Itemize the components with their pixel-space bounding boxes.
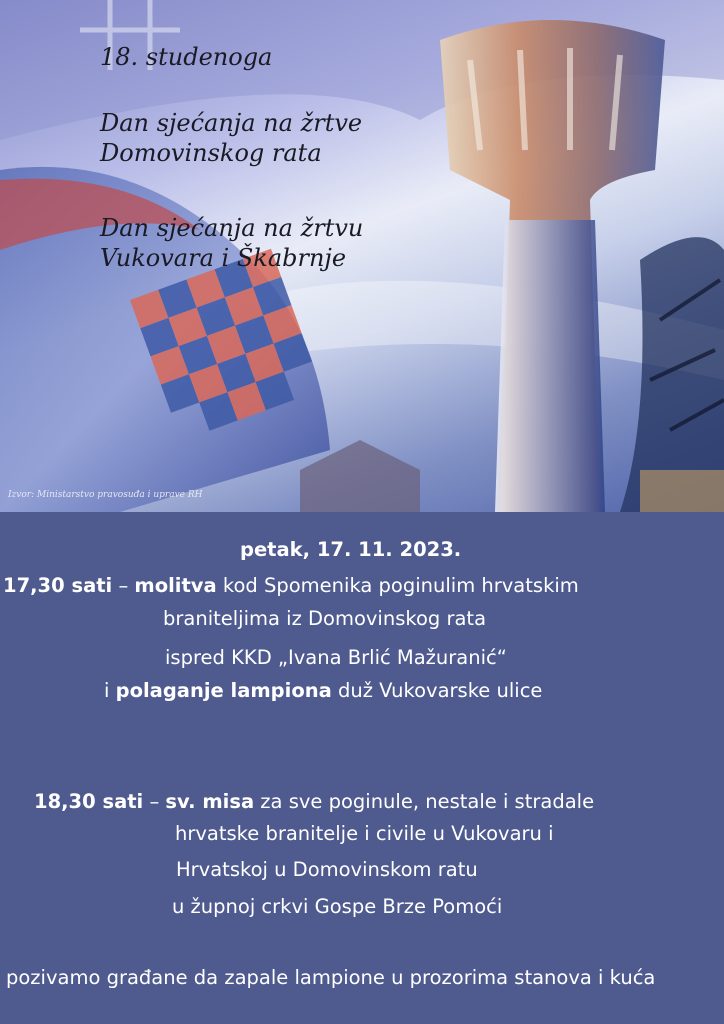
event-2-time: 18,30 sati	[34, 790, 144, 813]
image-source-credit: Izvor: Ministarstvo pravosuđa i uprave RH	[8, 490, 203, 500]
event-2-line-1: 18,30 sati – sv. misa za sve poginule, nestale i stradale	[34, 790, 595, 813]
title-2-line-2: Vukovara i Škabrnje	[100, 244, 347, 272]
memorial-date: 18. studenoga	[100, 43, 273, 71]
title-1-line-1: Dan sjećanja na žrtve	[100, 109, 363, 137]
event-1-line-1: 17,30 sati – molitva kod Spomenika poginulim hrvatskim	[3, 574, 579, 597]
program-day: petak, 17. 11. 2023.	[240, 538, 462, 561]
event-1-line-4: i polaganje lampiona duž Vukovarske ulice	[104, 679, 543, 702]
event-1-line-3: ispred KKD „Ivana Brlić Mažuranić“	[165, 646, 507, 669]
invitation-text: pozivamo građane da zapale lampione u prozorima stanova i kuća	[6, 966, 656, 989]
event-2-line-2: hrvatske branitelje i civile u Vukovaru i	[175, 822, 554, 845]
event-2-line-4: u župnoj crkvi Gospe Brze Pomoći	[172, 895, 503, 918]
event-1-line-2: braniteljima iz Domovinskog rata	[163, 607, 487, 630]
title-2-line-1: Dan sjećanja na žrtvu	[100, 214, 364, 242]
event-2-line-3: Hrvatskoj u Domovinskom ratu	[176, 858, 478, 881]
event-1-time: 17,30 sati	[3, 574, 113, 597]
event-2-name: sv. misa	[165, 790, 255, 813]
event-1-name: molitva	[134, 574, 217, 597]
title-1-line-2: Domovinskog rata	[100, 139, 322, 167]
